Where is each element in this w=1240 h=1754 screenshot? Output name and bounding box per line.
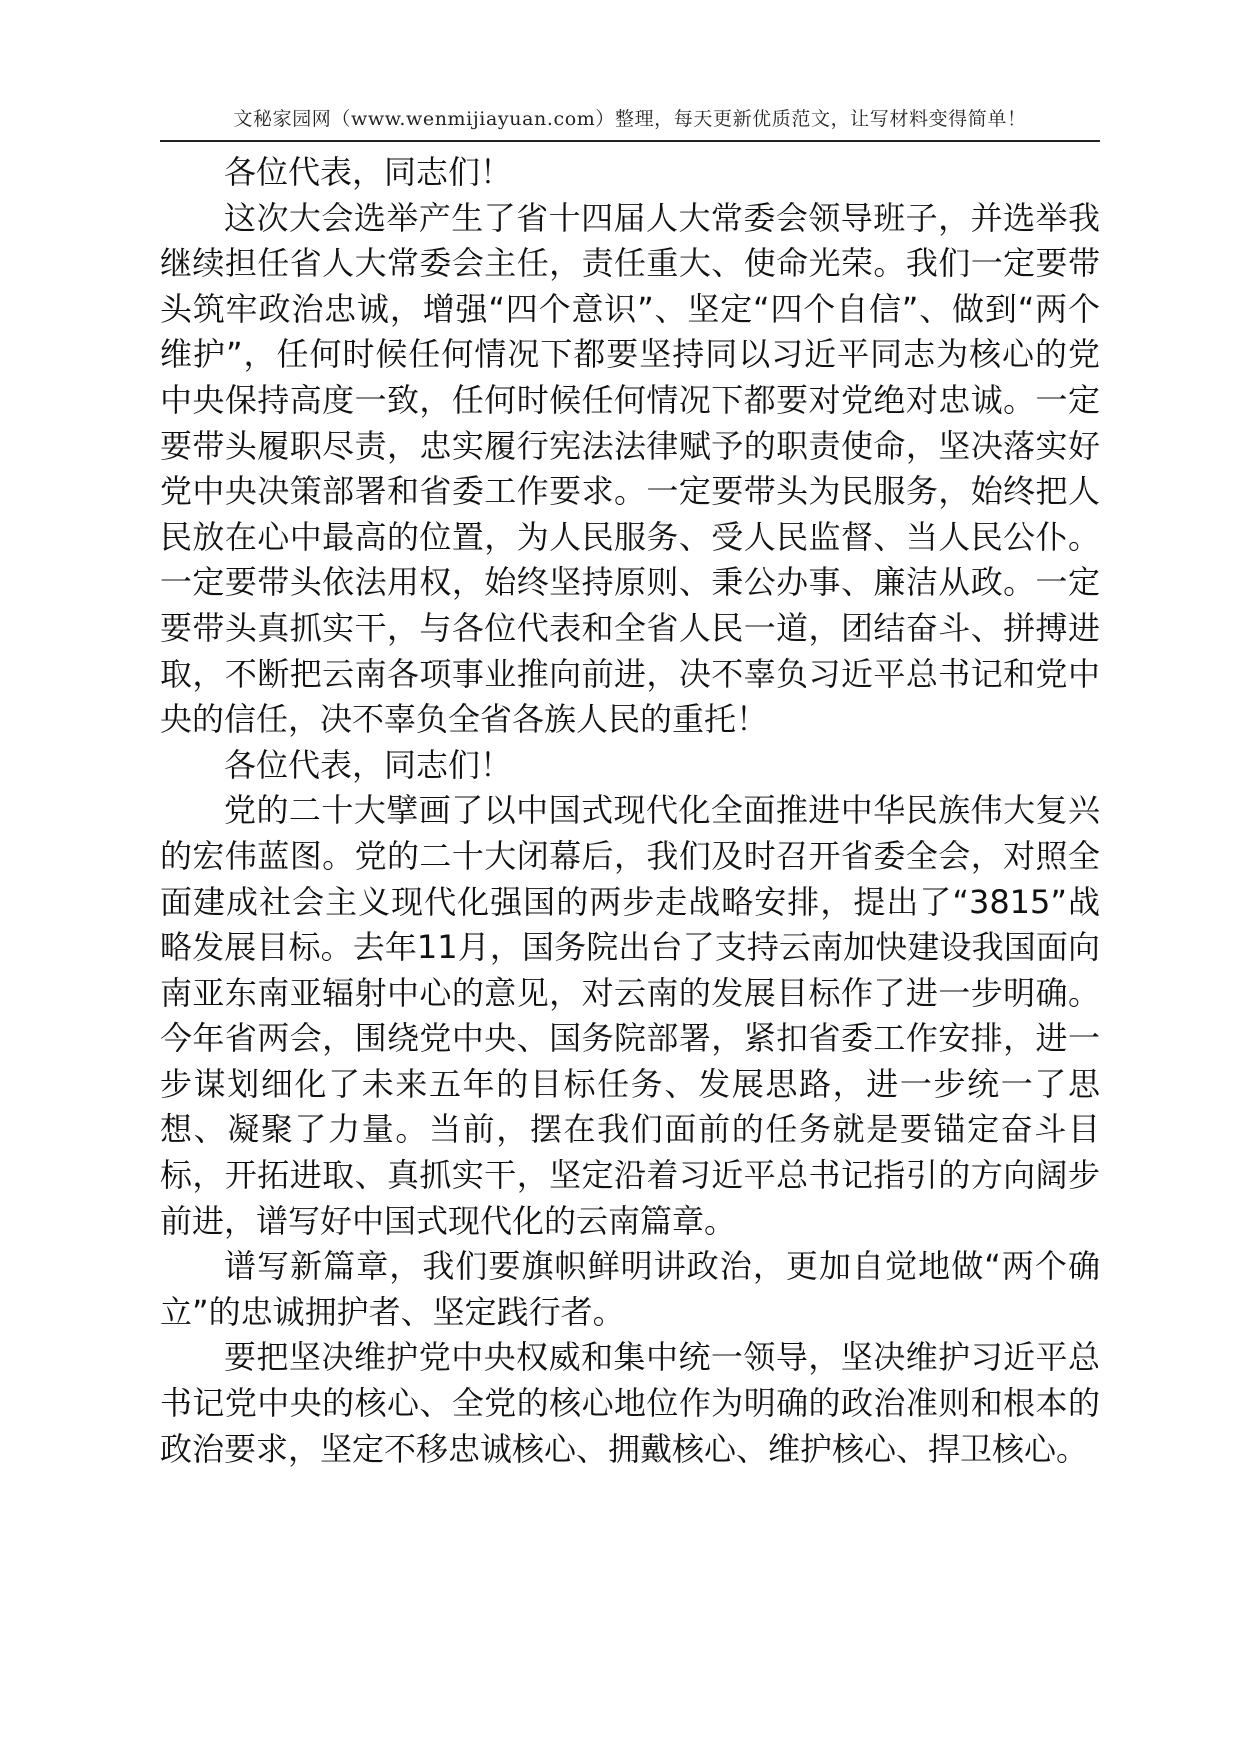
- header-rule: [160, 140, 1100, 142]
- paragraph: 谱写新篇章，我们要旗帜鲜明讲政治，更加自觉地做“两个确立”的忠诚拥护者、坚定践行者。: [160, 1247, 1100, 1331]
- paragraph: 党的二十大擘画了以中国式现代化全面推进中华民族伟大复兴的宏伟蓝图。党的二十大闭幕后，我们及时召开省委全会，对照全面建成社会主义现代化强国的两步走战略安排，提出了“3815”战略发展目标。去年11月，国务院出台了支持云南加快建设我国面向南亚东南亚辐射中心的意见，对云南的发展目标作了进一步明确。今年省两会，围绕党中央、国务院部署，紧扣省委工作安排，进一步谋划细化了未来五年的目标任务、发展思路，进一步统一了思想、凝聚了力量。当前，摆在我们面前的任务就是要锚定奋斗目标，开拓进取、真抓实干，坚定沿着习近平总书记指引的方向阔步前进，谱写好中国式现代化的云南篇章。: [160, 791, 1100, 1240]
- document-body: [160, 150, 1100, 1472]
- page-header: 文秘家园网（www.wenmijiayuan.com）整理，每天更新优质范文，让写材料变得简单！: [233, 108, 1027, 130]
- paragraph-salutation: 各位代表，同志们！: [224, 153, 513, 191]
- paragraph: 这次大会选举产生了省十四届人大常委会领导班子，并选举我继续担任省人大常委会主任，责任重大、使命光荣。我们一定要带头筑牢政治忠诚，增强“四个意识”、坚定“四个自信”、做到“两个维护”，任何时候任何情况下都要坚持同以习近平同志为核心的党中央保持高度一致，任何时候任何情况下都要对党绝对忠诚。一定要带头履职尽责，忠实履行宪法法律赋予的职责使命，坚决落实好党中央决策部署和省委工作要求。一定要带头为民服务，始终把人民放在心中最高的位置，为人民服务、受人民监督、当人民公仆。一定要带头依法用权，始终坚持原则、秉公办事、廉洁从政。一定要带头真抓实干，与各位代表和全省人民一道，团结奋斗、拼搏进取，不断把云南各项事业推向前进，决不辜负习近平总书记和党中央的信任，决不辜负全省各族人民的重托！: [160, 198, 1100, 739]
- paragraph-salutation: 各位代表，同志们！: [224, 745, 513, 784]
- paragraph: 要把坚决维护党中央权威和集中统一领导，坚决维护习近平总书记党中央的核心、全党的核心地位作为明确的政治准则和根本的政治要求，坚定不移忠诚核心、拥戴核心、维护核心、捍卫核心。: [160, 1338, 1100, 1468]
- document-page: [160, 104, 1100, 1472]
